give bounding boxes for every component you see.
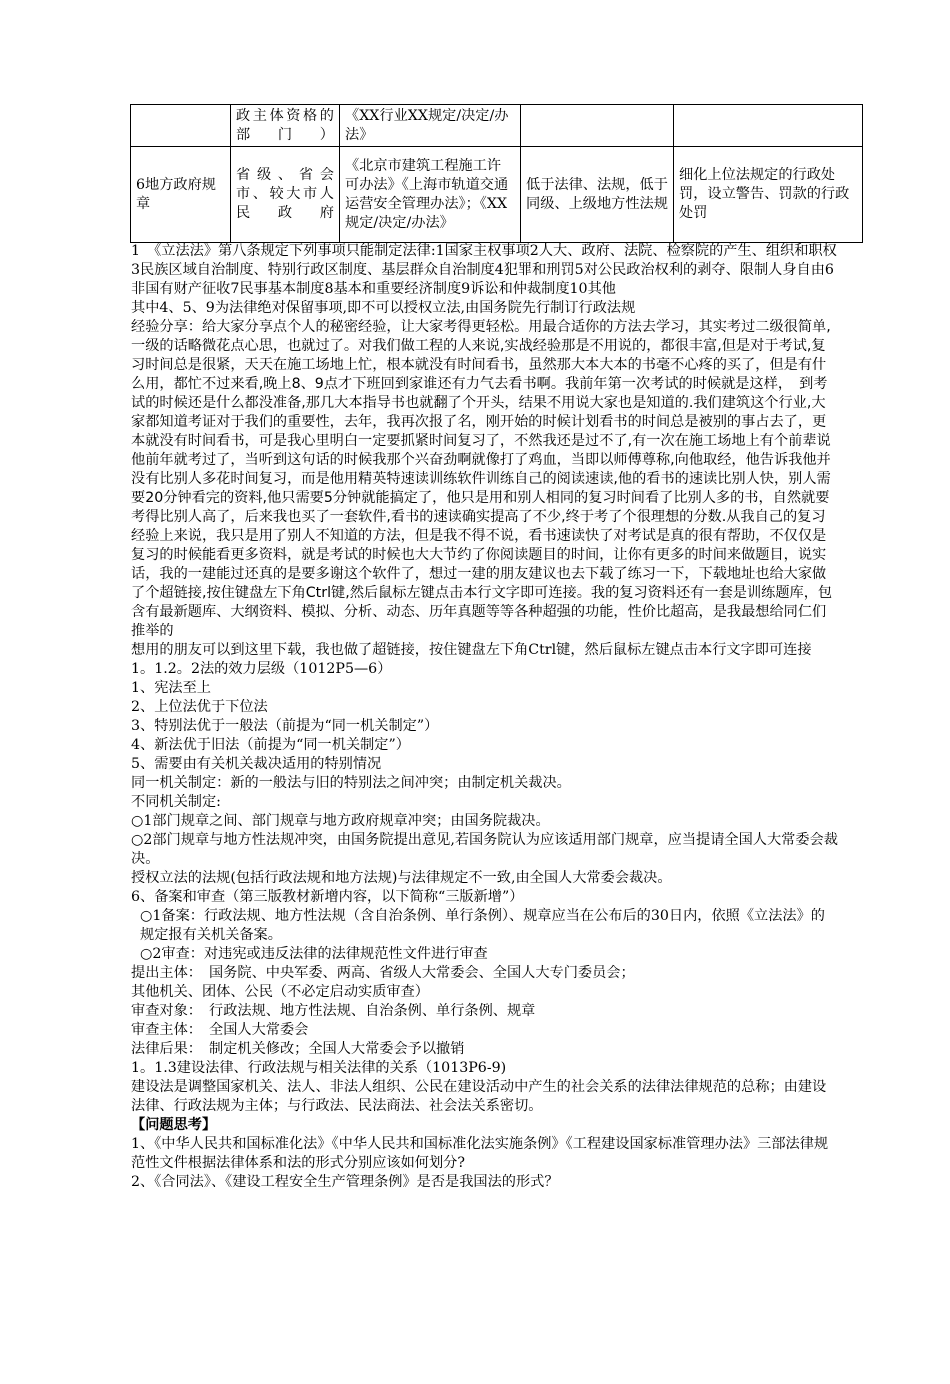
filing-rule: ○1备案：行政法规、地方性法规（含自治条例、单行条例）、规章应当在公布后的30日内，依照《立法法》的规定报有关机关备案。 — [140, 908, 825, 943]
table-cell-level — [131, 105, 231, 147]
list-item: 2、上位法优于下位法 — [131, 699, 268, 715]
download-link-text[interactable]: 想用的朋友可以到这里下载，我也做了超链接，按住键盘左下角Ctrl键，然后鼠标左键点击本行文字即可连接 — [131, 642, 812, 658]
filing-review-heading: 6、备案和审查（第三版教材新增内容，以下简称“三版新增”） — [131, 889, 524, 905]
different-organ-rule-1: ○1部门规章之间、部门规章与地方政府规章冲突；由国务院裁决。 — [131, 813, 550, 829]
law-forms-table — [130, 104, 863, 243]
question-1: 1、《中华人民共和国标准化法》《中华人民共和国标准化法实施条例》《工程建设国家标准管理办法》三部法律规范性文件根据法律体系和法的形式分别应该如何划分? — [131, 1136, 829, 1171]
table-cell-rank — [521, 105, 674, 147]
legislation-law-matters: 1 《立法法》第八条规定下列事项只能制定法律:1国家主权事项2人大、政府、法院、检察院的产生、组织和职权3民族区域自治制度、特别行政区制度、基层群众自治制度4犯罪和刑罚5对公民政治权利的剥夺、限制人身自由6非国有财产征收7民事基本制度8基本和重要经济制度9诉讼和仲裁制度10其他 — [131, 243, 837, 297]
table-cell-issuer: 政主体资格的部门） — [231, 105, 340, 147]
different-organ-heading: 不同机关制定: — [131, 794, 221, 810]
document-body — [131, 242, 839, 1192]
review-rule: ○2审查：对违宪或违反法律的法律规范性文件进行审查 — [140, 946, 488, 962]
list-item: 3、特别法优于一般法（前提为“同一机关制定”） — [131, 718, 439, 734]
review-other-proposer: 其他机关、团体、公民（不必定启动实质审查） — [131, 984, 429, 1000]
review-subject: 审查主体： 全国人大常委会 — [131, 1022, 309, 1038]
table-cell-examples: 《北京市建筑工程施工许可办法》《上海市轨道交通运营安全管理办法》；《XX规定/决定/办法》 — [340, 147, 521, 243]
table-cell-rank: 低于法律、法规，低于同级、上级地方性法规 — [521, 147, 674, 243]
table-cell-examples: 《XX行业XX规定/决定/办法》 — [340, 105, 521, 147]
question-heading: 【问题思考】 — [131, 1117, 217, 1133]
experience-share-paragraph[interactable]: 经验分享：给大家分享点个人的秘密经验，让大家考得更轻松。用最合适你的方法去学习，其实考过二级很简单,一级的话略微花点心思，也就过了。对我们做工程的人来说,实战经验那是不用说的，都很丰富,但是对于考试,复习时间总是很紧，天天在施工场地上忙，根本就没有时间看书，虽然那大本大本的书毫不心疼的买了，但是有什么用，都忙不过来看,晚上8、9点才下班回到家谁还有力气去看书啊。我前年第一次考试的时候就是这样， 到考试的时候还是什么都没准备,那几大本指导书也就翻了个开头，结果不用说大家也是知道的.我们建筑这个行业,大家都知道考证对于我们的重要性，去年，我再次报了名，刚开始的时候计划看书的时间总是被别的事占去了，更本就没有时间看书，可是我心里明白一定要抓紧时间复习了，不然我还是过不了,有一次在施工场地上有个前辈说他前年就考过了，当听到这句话的时候我那个兴奋劲啊就像打了鸡血，当即以师傅尊称,向他取经，他告诉我他并没有比别人多花时间复习，而是他用精英特速读训练软件训练自己的阅读速读,他的看书的速读比别人快，别人需要20分钟看完的资料,他只需要5分钟就能搞定了，他只是用和别人相同的复习时间看了比别人多的书，自然就要考得比别人高了，后来我也买了一套软件,看书的速读确实提高了不少,终于考了个很理想的分数.从我自己的复习经验上来说，我只是用了别人不知道的方法，但是我不得不说，看书速读快了对考试是真的很有帮助，不仅仅是复习的时候能看更多资料，就是考试的时候也大大节约了你阅读题目的时间，让你有更多的时间来做题目，说实话，我的一建能过还真的是要多谢这个软件了，想过一建的朋友建议也去下载了练习一下，下载地址也给大家做了个超链接,按住键盘左下角Ctrl键,然后鼠标左键点击本行文字即可连接。我的复习资料还有一套是训练题库，包含有最新题库、大纲资料、模拟、分析、动态、历年真题等等各种超强的功能，性价比超高，是我最想给同仁们推举的 — [131, 319, 833, 639]
table-cell-level: 6地方政府规章 — [131, 147, 231, 243]
different-organ-rule-2: ○2部门规章与地方性法规冲突，由国务院提出意见,若国务院认为应该适用部门规章，应当提请全国人大常委会裁决。 — [131, 832, 838, 867]
table-cell-scope — [674, 105, 863, 147]
list-item: 4、新法优于旧法（前提为“同一机关制定”） — [131, 737, 410, 753]
section-heading-construction-law: 1。1.3建设法律、行政法规与相关法律的关系（1013P6-9) — [131, 1060, 507, 1076]
table-row — [131, 105, 863, 147]
table-cell-scope: 细化上位法规定的行政处罚，设立警告、罚款的行政处罚 — [674, 147, 863, 243]
review-proposer: 提出主体： 国务院、中央军委、两高、省级人大常委会、全国人大专门委员会； — [131, 965, 635, 981]
construction-law-definition: 建设法是调整国家机关、法人、非法人组织、公民在建设活动中产生的社会关系的法律法律规范的总称；由建设法律、行政法规为主体；与行政法、民法商法、社会法关系密切。 — [131, 1079, 827, 1114]
section-heading-effect-levels: 1。1.2。2法的效力层级（1012P5—6） — [131, 661, 392, 677]
list-item: 1、宪法至上 — [131, 680, 211, 696]
absolute-reservation-note: 其中4、5、9为法律绝对保留事项,即不可以授权立法,由国务院先行制订行政法规 — [131, 300, 636, 316]
table-row — [131, 147, 863, 243]
question-2: 2、《合同法》、《建设工程安全生产管理条例》是否是我国法的形式？ — [131, 1174, 559, 1190]
table-cell-issuer: 省级、省会市、较大市人民政府 — [231, 147, 340, 243]
review-objects: 审查对象： 行政法规、地方性法规、自治条例、单行条例、规章 — [131, 1003, 536, 1019]
same-organ-rule: 同一机关制定：新的一般法与旧的特别法之间冲突；由制定机关裁决。 — [131, 775, 571, 791]
review-consequences: 法律后果： 制定机关修改；全国人大常委会予以撤销 — [131, 1041, 465, 1057]
authorized-legislation-rule: 授权立法的法规(包括行政法规和地方法规)与法律规定不一致,由全国人大常委会裁决。 — [131, 870, 672, 886]
list-item: 5、需要由有关机关裁决适用的特别情况 — [131, 756, 382, 772]
